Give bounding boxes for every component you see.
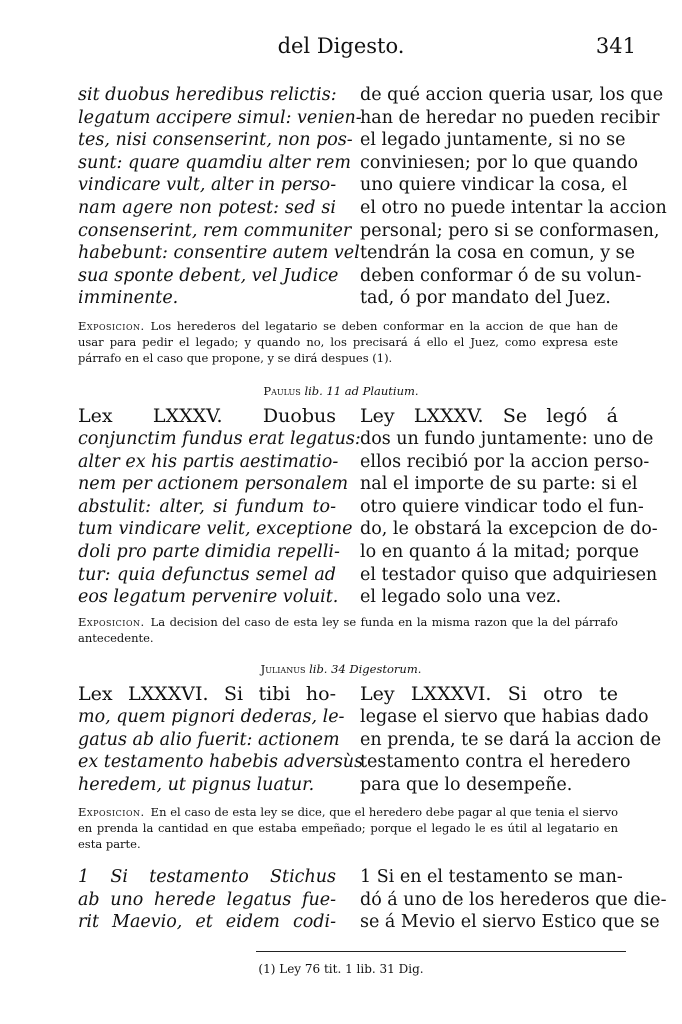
latin-line: conjunctim fundus erat legatus: [78, 429, 361, 449]
latin-line: imminente. [78, 288, 179, 309]
spanish-line: deben conformar ó de su volun- [360, 265, 642, 286]
spanish-line: otro quiere vindicar todo el fun- [360, 496, 644, 517]
spanish-line: ellos recibió por la accion perso- [360, 451, 650, 472]
spanish-line: dos un fundo juntamente: uno de [360, 429, 654, 449]
latin-column [78, 404, 361, 609]
latin-column [78, 866, 336, 934]
source-citation-2 [0, 662, 682, 676]
spanish-column [360, 404, 658, 609]
spanish-line: el legado juntamente, si no se [360, 130, 626, 151]
spanish-line: do, le obstará la excepcion de do- [360, 519, 658, 540]
latin-line: alter ex his partis aestimatio- [78, 451, 339, 472]
latin-line: sunt: quare quamdiu alter rem [78, 152, 352, 173]
spanish-line: testamento contra el heredero [360, 752, 631, 773]
spanish-line: uno quiere vindicar la cosa, el [360, 175, 628, 196]
latin-line: tes, nisi consenserint, non pos- [78, 130, 353, 151]
source-citation-1 [0, 384, 682, 398]
latin-line: heredem, ut pignus luatur. [78, 774, 315, 795]
law-heading-latin: Lex LXXXV. Duobus [78, 405, 336, 427]
spanish-line: el otro no puede intentar la accion [360, 197, 667, 218]
latin-line: habebunt: consentire autem vel [78, 243, 360, 264]
spanish-line: el testador quiso que adquiriesen [360, 564, 658, 585]
spanish-line: 1 Si en el testamento se man- [360, 867, 623, 887]
spanish-line: se á Mevio el siervo Estico que se [360, 912, 660, 933]
spanish-line: dó á uno de los herederos que die- [360, 889, 667, 910]
latin-line: nem per actionem personalem [78, 474, 349, 495]
latin-line: doli pro parte dimidia repelli- [78, 541, 340, 562]
law-heading-spanish: Ley LXXXVI. Si otro te [360, 683, 618, 705]
exposition-label: Exposicion. [78, 805, 145, 819]
latin-line: eos legatum pervenire voluit. [78, 587, 339, 608]
paragraph-block-1 [78, 84, 667, 310]
spanish-line: conviniesen; por lo que quando [360, 152, 639, 173]
spanish-column [360, 866, 667, 934]
latin-line: sua sponte debent, vel Judice [78, 265, 339, 286]
latin-line: mo, quem pignori dederas, le- [78, 707, 345, 727]
latin-column [78, 84, 362, 310]
exposition-2 [78, 614, 618, 646]
latin-line: gatus ab alio fuerit: actionem [78, 729, 340, 750]
law-heading-spanish: Ley LXXXV. Se legó á [360, 405, 618, 427]
page-number: 341 [595, 34, 636, 58]
spanish-line: legase el siervo que habias dado [360, 707, 649, 727]
spanish-line: personal; pero si se conformasen, [360, 220, 660, 241]
latin-line: rit Maevio, et eidem codi- [78, 912, 336, 933]
law-heading-latin: Lex LXXXVI. Si tibi ho- [78, 683, 336, 705]
spanish-line: para que lo desempeñe. [360, 774, 573, 795]
latin-line: tur: quia defunctus semel ad [78, 564, 336, 585]
running-header [0, 34, 682, 68]
spanish-column [360, 682, 662, 796]
spanish-line: en prenda, te se dará la accion de [360, 729, 662, 750]
latin-line: legatum accipere simul: venien- [78, 107, 362, 128]
paragraph-block-3 [78, 682, 662, 796]
footnote: (1) Ley 76 tit. 1 lib. 31 Dig. [258, 962, 424, 976]
jurist-name: Julianus [260, 662, 306, 676]
latin-line: nam agere non potest: sed si [78, 197, 336, 218]
spanish-line: han de heredar no pueden recibir [360, 107, 660, 128]
source-reference: lib. 11 ad Plautium. [304, 384, 419, 398]
exposition-label: Exposicion. [78, 615, 145, 629]
exposition-text: La decision del caso de esta ley se funda en la misma razon que la del párrafo antecedente. [78, 615, 618, 645]
latin-line: ab uno herede legatus fue- [78, 889, 336, 910]
exposition-text: En el caso de esta ley se dice, que el heredero debe pagar al que tenia el siervo en prenda la cantidad en que estaba empeñado; porque el legado le es útil al legatario en esta parte. [78, 805, 618, 851]
spanish-line: nal el importe de su parte: si el [360, 474, 638, 495]
latin-line: ex testamento habebis adversùs [78, 752, 364, 773]
paragraph-block-4 [78, 866, 667, 934]
spanish-line: lo en quanto á la mitad; porque [360, 541, 640, 562]
exposition-label: Exposicion. [78, 319, 145, 333]
latin-column [78, 682, 364, 796]
exposition-1 [78, 318, 618, 366]
exposition-3 [78, 804, 618, 852]
jurist-name: Paulus [263, 384, 301, 398]
exposition-text: Los herederos del legatario se deben conformar en la accion de que han de usar para pedir el legado; y quando no, los precisará á ello el Juez, como expresa este párrafo en el caso que propone, y se dirá despues (1). [78, 319, 618, 365]
paragraph-block-2 [78, 404, 658, 609]
running-title: del Digesto. [277, 34, 405, 58]
spanish-line: tendrán la cosa en comun, y se [360, 243, 635, 264]
spanish-column [360, 84, 667, 310]
spanish-line: tad, ó por mandato del Juez. [360, 288, 611, 309]
footnote-rule [256, 951, 626, 952]
spanish-line: el legado solo una vez. [360, 587, 562, 608]
latin-line: consenserint, rem communiter [78, 220, 352, 241]
latin-line: vindicare vult, alter in perso- [78, 175, 337, 196]
latin-line: 1 Si testamento Stichus [78, 867, 336, 887]
latin-line: abstulit: alter, si fundum to- [78, 496, 336, 517]
spanish-line: de qué accion queria usar, los que [360, 85, 664, 105]
latin-line: tum vindicare velit, exceptione [78, 519, 353, 540]
source-reference: lib. 34 Digestorum. [309, 662, 422, 676]
latin-line: sit duobus heredibus relictis: [78, 85, 337, 105]
